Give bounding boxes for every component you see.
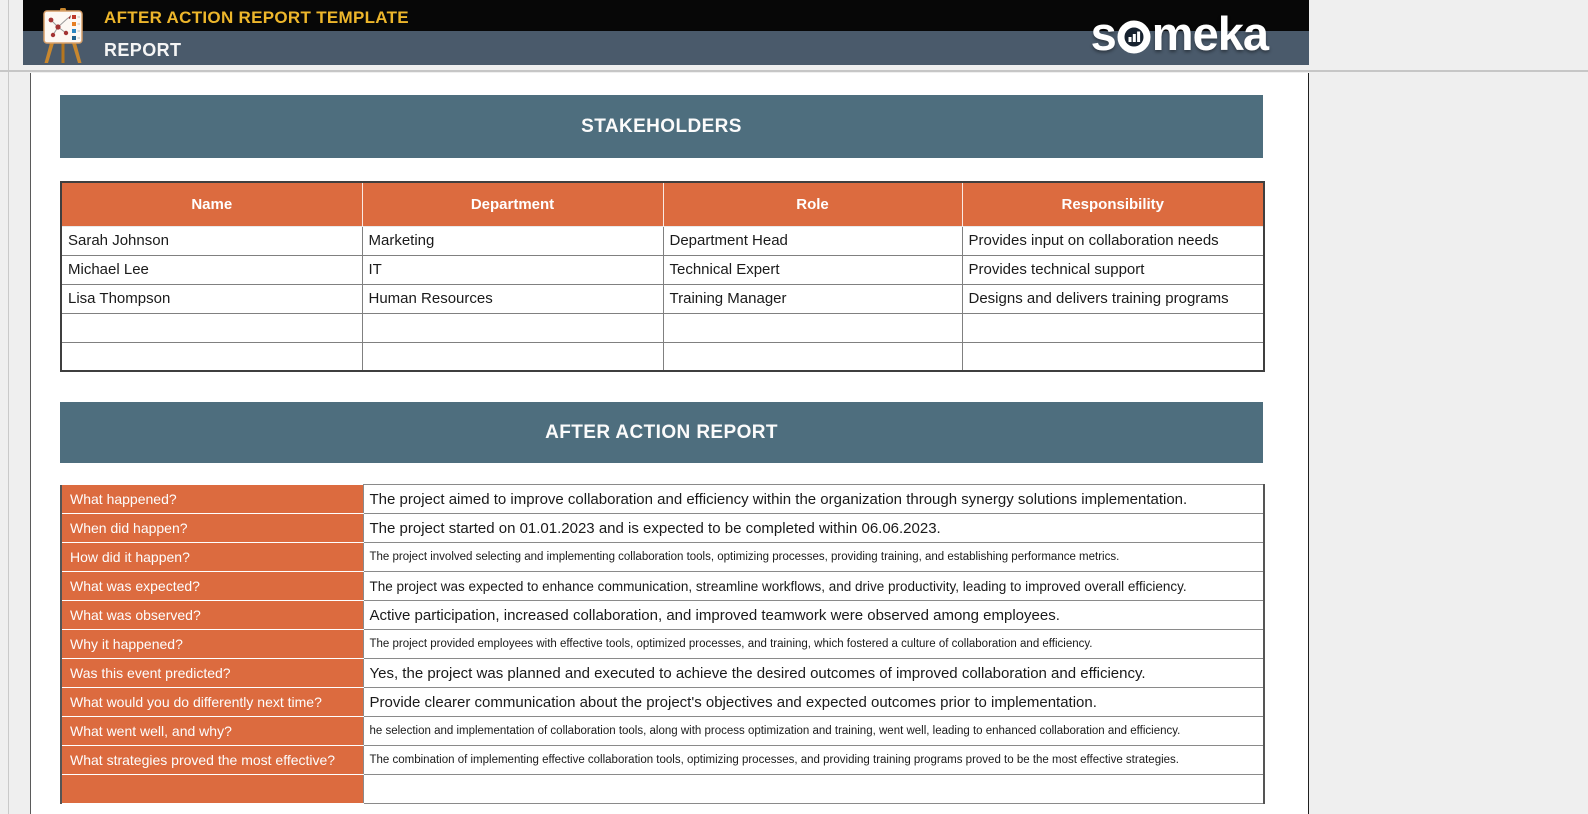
cell-empty[interactable] xyxy=(61,342,362,371)
header-divider xyxy=(0,70,1588,72)
table-row xyxy=(61,226,1264,255)
qa-row xyxy=(61,601,1264,630)
sheet-title: REPORT xyxy=(104,40,182,60)
logo-text-suffix: meka xyxy=(1151,6,1268,60)
qa-row xyxy=(61,659,1264,688)
stakeholders-section-header xyxy=(60,95,1263,158)
answer-cell-empty[interactable] xyxy=(363,775,1264,804)
answer-cell[interactable]: The project provided employees with effective tools, optimized processes, and training, which fostered a culture of collaboration and efficiency. xyxy=(363,630,1264,659)
question-label[interactable]: What was observed? xyxy=(61,601,363,630)
table-row-empty xyxy=(61,313,1264,342)
column-header-role[interactable]: Role xyxy=(663,182,962,226)
worksheet-page xyxy=(30,73,1309,814)
question-label-empty[interactable] xyxy=(61,775,363,804)
after-action-report-section-header xyxy=(60,402,1263,463)
qa-row xyxy=(61,514,1264,543)
question-label[interactable]: What was expected? xyxy=(61,572,363,601)
answer-cell[interactable]: Active participation, increased collaboration, and improved teamwork were observed among employees. xyxy=(363,601,1264,630)
answer-cell[interactable]: The project was expected to enhance communication, streamline workflows, and drive productivity, leading to improved overall efficiency. xyxy=(363,572,1264,601)
qa-row xyxy=(61,543,1264,572)
cell-department[interactable]: Human Resources xyxy=(362,284,663,313)
cell-role[interactable]: Training Manager xyxy=(663,284,962,313)
cell-department[interactable]: IT xyxy=(362,255,663,284)
after-action-report-section-title: AFTER ACTION REPORT xyxy=(545,421,778,443)
easel-presentation-icon xyxy=(41,8,85,65)
cell-responsibility[interactable]: Designs and delivers training programs xyxy=(962,284,1264,313)
answer-cell[interactable]: The project started on 01.01.2023 and is expected to be completed within 06.06.2023. xyxy=(363,514,1264,543)
question-label[interactable]: How did it happen? xyxy=(61,543,363,572)
question-label[interactable]: What strategies proved the most effective? xyxy=(61,746,363,775)
qa-row-empty xyxy=(61,775,1264,804)
question-label[interactable]: What went well, and why? xyxy=(61,717,363,746)
cell-responsibility[interactable]: Provides technical support xyxy=(962,255,1264,284)
logo-text-prefix: s xyxy=(1090,6,1116,60)
answer-cell[interactable]: The combination of implementing effective collaboration tools, optimizing processes, and providing training programs proved to be the most effective strategies. xyxy=(363,746,1264,775)
answer-cell[interactable]: Provide clearer communication about the project's objectives and expected outcomes prior to implementation. xyxy=(363,688,1264,717)
qa-row xyxy=(61,485,1264,514)
question-label[interactable]: Was this event predicted? xyxy=(61,659,363,688)
template-title: AFTER ACTION REPORT TEMPLATE xyxy=(104,8,409,27)
someka-logo xyxy=(1091,2,1268,64)
table-row xyxy=(61,284,1264,313)
question-label[interactable]: What would you do differently next time? xyxy=(61,688,363,717)
qa-row xyxy=(61,746,1264,775)
cell-department[interactable]: Marketing xyxy=(362,226,663,255)
stakeholders-table xyxy=(60,181,1265,372)
question-label[interactable]: What happened? xyxy=(61,485,363,514)
table-row xyxy=(61,255,1264,284)
column-header-responsibility[interactable]: Responsibility xyxy=(962,182,1264,226)
answer-cell[interactable]: he selection and implementation of collaboration tools, along with process optimization and training, went well, leading to enhanced collaboration and efficiency. xyxy=(363,717,1264,746)
logo-chart-o-icon xyxy=(1117,10,1151,65)
cell-empty[interactable] xyxy=(962,342,1264,371)
cell-name[interactable]: Sarah Johnson xyxy=(61,226,362,255)
question-label[interactable]: When did happen? xyxy=(61,514,363,543)
cell-role[interactable]: Technical Expert xyxy=(663,255,962,284)
answer-cell[interactable]: The project aimed to improve collaboration and efficiency within the organization through synergy solutions implementation. xyxy=(363,485,1264,514)
cell-empty[interactable] xyxy=(362,313,663,342)
table-row-empty xyxy=(61,342,1264,371)
window-edge-line xyxy=(8,0,9,814)
cell-empty[interactable] xyxy=(663,313,962,342)
stakeholders-section-title: STAKEHOLDERS xyxy=(581,115,742,137)
qa-row xyxy=(61,717,1264,746)
qa-row xyxy=(61,630,1264,659)
cell-empty[interactable] xyxy=(362,342,663,371)
cell-responsibility[interactable]: Provides input on collaboration needs xyxy=(962,226,1264,255)
after-action-report-table xyxy=(60,484,1265,804)
question-label[interactable]: Why it happened? xyxy=(61,630,363,659)
cell-empty[interactable] xyxy=(61,313,362,342)
cell-name[interactable]: Michael Lee xyxy=(61,255,362,284)
answer-cell[interactable]: The project involved selecting and implementing collaboration tools, optimizing processes, providing training, and establishing performance metrics. xyxy=(363,543,1264,572)
cell-role[interactable]: Department Head xyxy=(663,226,962,255)
qa-row xyxy=(61,688,1264,717)
stakeholders-header-row xyxy=(61,182,1264,226)
answer-cell[interactable]: Yes, the project was planned and executed to achieve the desired outcomes of improved collaboration and efficiency. xyxy=(363,659,1264,688)
column-header-department[interactable]: Department xyxy=(362,182,663,226)
column-header-name[interactable]: Name xyxy=(61,182,362,226)
cell-name[interactable]: Lisa Thompson xyxy=(61,284,362,313)
cell-empty[interactable] xyxy=(962,313,1264,342)
qa-row xyxy=(61,572,1264,601)
cell-empty[interactable] xyxy=(663,342,962,371)
